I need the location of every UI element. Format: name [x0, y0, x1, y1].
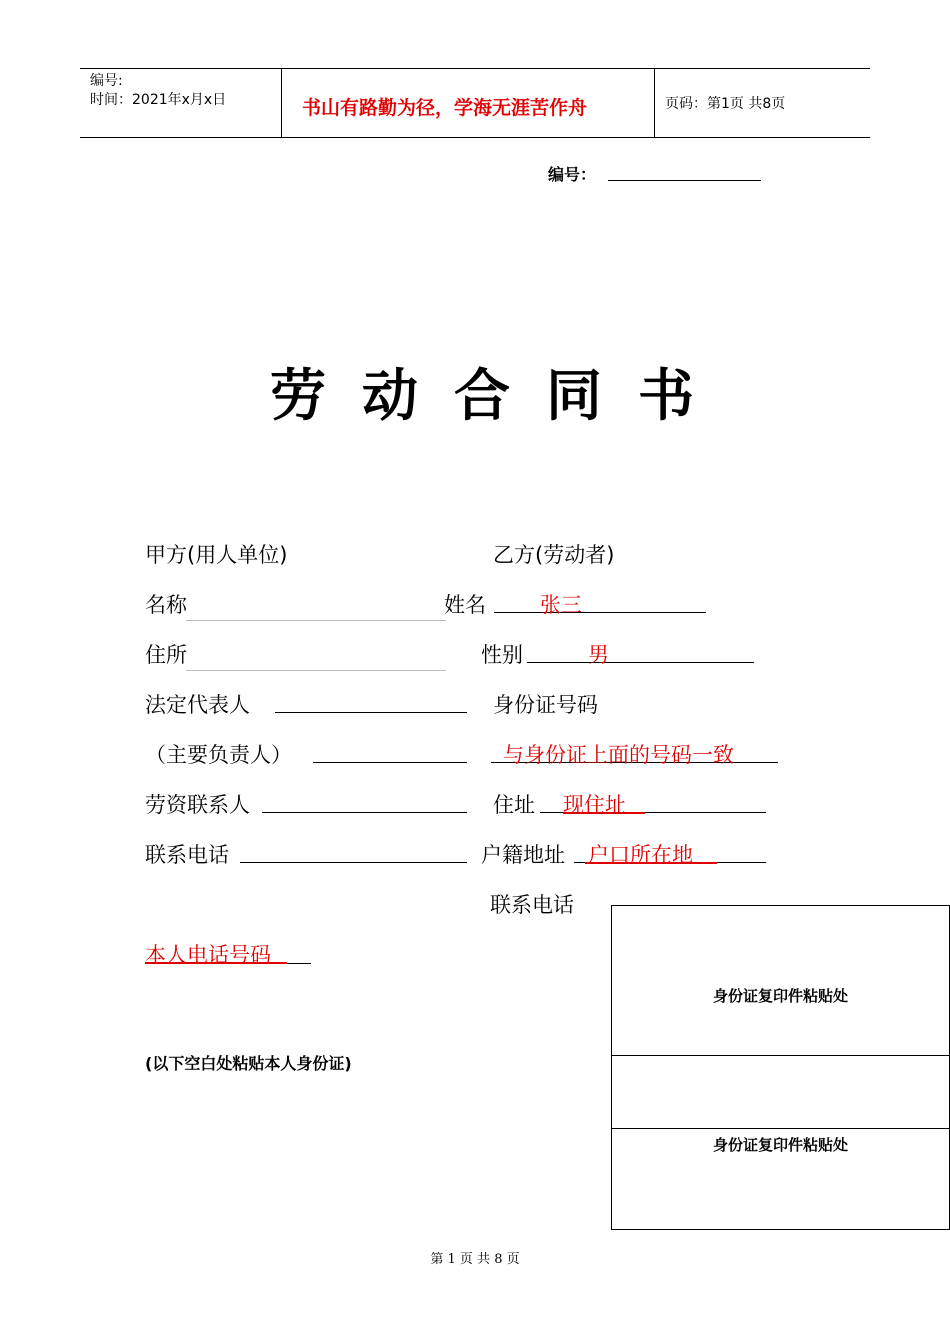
header-time-label: 时间：2021年x月x日 — [90, 92, 227, 108]
party-b-phone-underline — [287, 963, 311, 964]
party-a-address-label: 住所 — [145, 643, 187, 667]
party-a-name-label: 名称 — [145, 593, 187, 617]
header-page-info: 页码：第1页 共8页 — [665, 96, 786, 112]
party-b-hukou-value: 户口所在地 — [588, 843, 693, 867]
header-page-cell — [655, 69, 870, 137]
party-b-phone-label: 联系电话 — [490, 893, 574, 917]
party-a-name-field — [186, 620, 446, 621]
party-a-labor-contact-label: 劳资联系人 — [145, 793, 250, 817]
party-b-id-value: 与身份证上面的号码一致 — [503, 743, 734, 767]
header-meta-cell — [80, 69, 282, 137]
document-title: 劳动合同书 — [270, 364, 730, 429]
party-b-phone-red-underline — [145, 962, 287, 964]
party-b-address-red-underline — [563, 812, 645, 814]
id-back-paste-box — [611, 1128, 950, 1230]
party-a-principal-underline — [313, 762, 467, 763]
party-b-gender-underline — [527, 662, 754, 663]
serial-underline — [608, 180, 761, 181]
party-b-gender-label: 性别 — [481, 643, 523, 667]
party-a-legal-rep-underline — [275, 712, 467, 713]
page-footer: 第 1 页 共 8 页 — [430, 1252, 520, 1267]
party-a-labor-contact-underline — [262, 812, 467, 813]
party-a-phone-underline — [240, 862, 467, 863]
header-motto: 书山有路勤为径，学海无涯苦作舟 — [302, 97, 588, 119]
header-motto-cell — [282, 69, 655, 137]
party-b-gender-value: 男 — [588, 643, 609, 667]
party-b-hukou-red-underline — [585, 862, 717, 864]
party-b-id-label: 身份证号码 — [493, 693, 598, 717]
party-a-heading: 甲方(用人单位) — [145, 543, 288, 567]
party-a-principal-label: （主要负责人） — [145, 743, 292, 767]
party-b-heading: 乙方(劳动者) — [493, 543, 615, 567]
party-b-address-value: 现住址 — [563, 793, 626, 817]
id-front-paste-label: 身份证复印件粘贴处 — [712, 987, 848, 1005]
id-gap-box — [611, 1054, 950, 1129]
party-a-address-field — [186, 670, 446, 671]
party-b-name-value: 张三 — [540, 593, 582, 617]
id-front-paste-box — [611, 905, 950, 1056]
id-back-paste-label: 身份证复印件粘贴处 — [712, 1136, 848, 1154]
party-a-phone-label: 联系电话 — [145, 843, 229, 867]
party-b-phone-value: 本人电话号码 — [145, 943, 271, 967]
party-a-legal-rep-label: 法定代表人 — [145, 693, 250, 717]
page-header — [80, 68, 870, 138]
party-b-name-label: 姓名 — [444, 593, 486, 617]
id-paste-note: (以下空白处粘贴本人身份证) — [145, 1054, 352, 1073]
party-b-address-label: 住址 — [493, 793, 535, 817]
header-number-label: 编号: — [90, 73, 123, 89]
party-b-name-underline — [494, 612, 706, 613]
party-b-hukou-label: 户籍地址 — [481, 843, 565, 867]
serial-label: 编号： — [548, 165, 597, 184]
